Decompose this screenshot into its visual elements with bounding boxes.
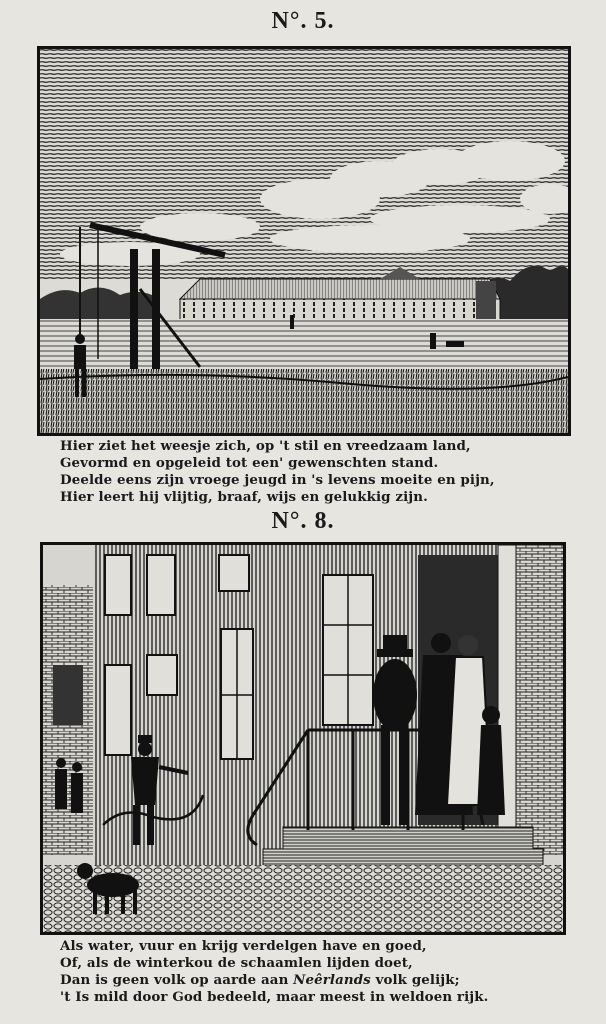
verse-plate-5 — [60, 438, 560, 506]
plate-title-5: N°. 5. — [271, 8, 335, 34]
verse-line: Of, als de winterkou de schaamlen lijden doet, — [60, 955, 413, 971]
verse-line: Deelde eens zijn vroege jeugd in 's levens moeite en pijn, — [60, 472, 495, 488]
verse-line: 't Is mild door God bedeeld, maar meest in weldoen rijk. — [60, 989, 489, 1005]
woodcut-street-charity-scene — [40, 542, 566, 935]
verse-line-end: volk gelijk; — [370, 972, 460, 988]
verse-line: Als water, vuur en krijg verdelgen have en goed, — [60, 938, 427, 954]
verse-plate-8 — [60, 938, 560, 1006]
plate-title-8: N°. 8. — [271, 508, 335, 534]
verse-line: Gevormd en opgeleid tot een' gewenschten stand. — [60, 455, 439, 471]
woodcut-orphanage-landscape — [37, 46, 571, 436]
verse-line: Hier ziet het weesje zich, op 't stil en vreedzaam land, — [60, 438, 471, 454]
verse-line-start: Dan is geen volk op aarde aan — [60, 972, 294, 988]
verse-line — [60, 972, 560, 989]
verse-italic-word: Neêrlands — [293, 972, 371, 988]
verse-line: Hier leert hij vlijtig, braaf, wijs en gelukkig zijn. — [60, 489, 428, 505]
